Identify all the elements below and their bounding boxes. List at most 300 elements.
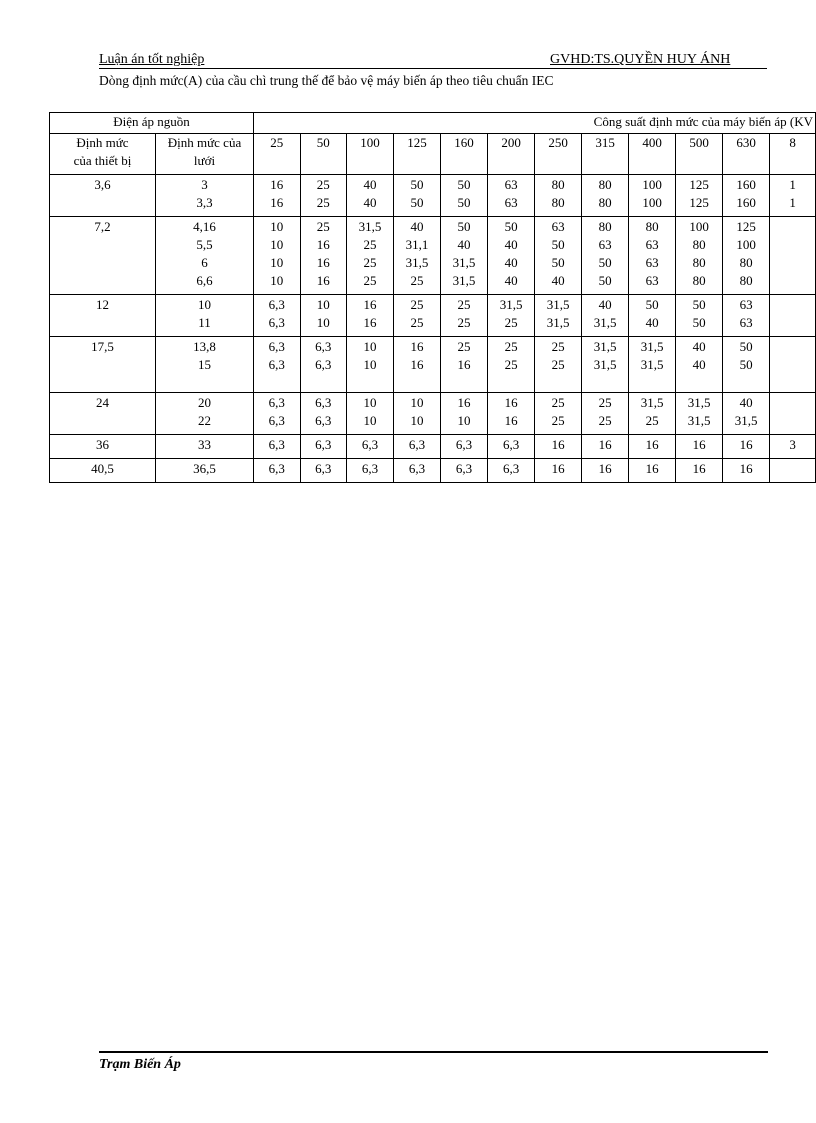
fuse-current-value: 50	[457, 195, 471, 210]
fuse-current-value: 6,3	[268, 437, 285, 452]
fuse-current-cell	[394, 217, 441, 295]
fuse-current-value: 6,3	[455, 461, 473, 476]
fuse-current-value: 31,5	[405, 255, 429, 270]
fuse-current-value: 31,5	[687, 395, 711, 410]
device-rating-cell: 3,6	[50, 175, 156, 217]
fuse-current-cell	[676, 435, 723, 459]
power-header-7: 315	[582, 134, 629, 175]
fuse-current-cell	[488, 337, 535, 393]
power-header-5: 200	[488, 134, 535, 175]
fuse-current-value: 25	[316, 177, 330, 192]
fuse-current-cell	[582, 337, 629, 393]
fuse-current-value: 31,5	[640, 357, 664, 372]
grid-rating-cell	[155, 217, 253, 295]
grid-rating-cell	[155, 175, 253, 217]
fuse-current-value: 6,3	[268, 461, 285, 476]
fuse-current-cell	[723, 459, 770, 483]
fuse-current-cell	[394, 393, 441, 435]
fuse-current-value: 31,5	[640, 339, 664, 354]
fuse-current-value: 40	[551, 273, 565, 288]
fuse-current-value: 31,5	[499, 297, 523, 312]
fuse-current-value: 50	[551, 237, 565, 252]
col-header-grid-rating	[155, 134, 253, 175]
fuse-current-value: 16	[692, 437, 706, 452]
device-rating-cell: 7,2	[50, 217, 156, 295]
fuse-current-value: 31,5	[358, 219, 382, 234]
fuse-current-cell	[582, 295, 629, 337]
grid-rating-value: 3	[201, 177, 208, 192]
fuse-current-value	[770, 272, 815, 290]
fuse-current-value: 25	[504, 315, 518, 330]
fuse-current-value: 10	[363, 413, 377, 428]
fuse-current-value: 10	[270, 255, 284, 270]
fuse-current-value: 25	[457, 297, 471, 312]
fuse-current-value: 16	[645, 461, 659, 476]
col-header-device-line1: Định mức	[76, 135, 129, 150]
fuse-current-value: 6,3	[315, 413, 332, 428]
fuse-current-value: 25	[551, 395, 565, 410]
fuse-current-value: 50	[598, 255, 612, 270]
fuse-current-value: 100	[642, 177, 662, 192]
footer-rule	[99, 1051, 768, 1053]
fuse-current-cell	[535, 295, 582, 337]
power-header-11: 8	[770, 134, 816, 175]
fuse-current-cell	[629, 175, 676, 217]
power-header-4: 160	[441, 134, 488, 175]
fuse-current-cell	[629, 337, 676, 393]
fuse-current-value: 40	[645, 315, 659, 330]
fuse-current-value: 50	[410, 177, 424, 192]
fuse-current-value: 80	[598, 177, 612, 192]
fuse-current-cell	[394, 295, 441, 337]
fuse-current-cell	[629, 217, 676, 295]
fuse-current-cell	[394, 175, 441, 217]
fuse-current-cell	[582, 459, 629, 483]
table-column-header-row	[50, 134, 816, 175]
fuse-current-value: 40	[504, 273, 518, 288]
fuse-current-cell	[253, 393, 300, 435]
fuse-current-value: 10	[363, 395, 377, 410]
fuse-current-value: 25	[598, 413, 612, 428]
fuse-current-cell	[535, 459, 582, 483]
fuse-current-value: 125	[736, 219, 756, 234]
fuse-current-value: 3	[789, 437, 796, 452]
power-header-10: 630	[723, 134, 770, 175]
fuse-current-value: 6,3	[502, 461, 520, 476]
fuse-current-value: 16	[363, 315, 377, 330]
fuse-current-cell	[582, 175, 629, 217]
fuse-current-cell	[770, 337, 816, 393]
fuse-current-value: 16	[316, 237, 330, 252]
grid-rating-value: 13,8	[193, 339, 216, 354]
header-advisor-label: GVHD:TS.QUYỀN HUY ÁNH	[550, 52, 731, 67]
fuse-current-cell	[441, 337, 488, 393]
power-header-8: 400	[629, 134, 676, 175]
device-rating-cell: 36	[50, 435, 156, 459]
fuse-current-value: 100	[736, 237, 756, 252]
grid-rating-value: 6	[201, 255, 208, 270]
fuse-current-value: 63	[504, 195, 518, 210]
fuse-current-cell	[300, 435, 347, 459]
fuse-current-cell	[629, 295, 676, 337]
fuse-current-cell	[676, 217, 723, 295]
fuse-current-cell	[488, 175, 535, 217]
fuse-current-cell	[394, 435, 441, 459]
fuse-current-value: 1	[789, 177, 796, 192]
fuse-current-value: 40	[504, 237, 518, 252]
grid-rating-value: 20	[197, 395, 211, 410]
fuse-current-value: 50	[692, 297, 706, 312]
fuse-current-value: 25	[363, 237, 377, 252]
fuse-current-cell	[488, 393, 535, 435]
device-rating-cell: 40,5	[50, 459, 156, 483]
fuse-current-value: 16	[739, 437, 753, 452]
fuse-current-cell	[300, 175, 347, 217]
fuse-current-value: 40	[410, 219, 424, 234]
fuse-current-value: 80	[598, 219, 612, 234]
fuse-current-cell	[300, 459, 347, 483]
fuse-current-value: 25	[410, 315, 424, 330]
fuse-current-cell	[723, 393, 770, 435]
fuse-current-value: 16	[692, 461, 706, 476]
group-header-power: Công suất định mức của máy biến áp (KV	[253, 113, 815, 134]
fuse-current-cell	[770, 393, 816, 435]
fuse-current-value: 31,5	[734, 413, 758, 428]
fuse-current-cell	[253, 175, 300, 217]
fuse-current-value: 40	[363, 177, 377, 192]
fuse-current-value: 6,3	[315, 395, 332, 410]
fuse-current-cell	[488, 217, 535, 295]
fuse-current-value: 80	[645, 219, 659, 234]
voltage-group-row	[50, 175, 816, 217]
fuse-current-value: 63	[645, 255, 659, 270]
fuse-current-cell	[770, 459, 816, 483]
fuse-current-value: 63	[598, 237, 612, 252]
fuse-current-value: 6,3	[268, 339, 285, 354]
header-rule	[99, 68, 767, 69]
col-header-grid-line2: lưới	[193, 153, 216, 168]
device-rating-cell: 17,5	[50, 337, 156, 393]
fuse-current-value: 25	[504, 357, 518, 372]
fuse-current-value: 31,5	[687, 413, 711, 428]
fuse-current-value: 50	[692, 315, 706, 330]
fuse-current-value: 80	[551, 177, 565, 192]
fuse-current-value: 40	[598, 297, 612, 312]
fuse-current-cell	[441, 295, 488, 337]
fuse-current-value: 125	[689, 177, 709, 192]
voltage-group-row	[50, 295, 816, 337]
fuse-current-value: 40	[457, 237, 471, 252]
fuse-current-value: 16	[410, 339, 424, 354]
grid-rating-value: 11	[198, 315, 211, 330]
fuse-current-value	[770, 218, 815, 236]
fuse-current-cell	[535, 337, 582, 393]
fuse-current-value: 31,5	[593, 315, 617, 330]
fuse-current-value: 80	[598, 195, 612, 210]
fuse-current-value: 25	[457, 339, 471, 354]
grid-rating-value: 4,16	[193, 219, 216, 234]
fuse-current-value: 31,5	[546, 297, 570, 312]
fuse-current-cell	[488, 435, 535, 459]
fuse-current-value: 63	[739, 297, 753, 312]
fuse-current-value: 10	[316, 297, 330, 312]
grid-rating-value: 36,5	[193, 461, 216, 476]
fuse-current-value: 50	[410, 195, 424, 210]
fuse-current-value	[770, 412, 815, 430]
fuse-current-value: 16	[410, 357, 424, 372]
col-header-grid-line1: Định mức của	[167, 135, 242, 150]
fuse-current-value: 50	[457, 177, 471, 192]
fuse-current-value	[770, 254, 815, 272]
fuse-current-value: 10	[270, 273, 284, 288]
fuse-current-value: 40	[504, 255, 518, 270]
fuse-current-value: 6,3	[408, 437, 426, 452]
fuse-current-value: 50	[645, 297, 659, 312]
grid-rating-value: 10	[197, 297, 211, 312]
grid-rating-value: 33	[197, 437, 211, 452]
fuse-current-cell	[535, 175, 582, 217]
fuse-current-value: 63	[645, 273, 659, 288]
fuse-current-value: 16	[457, 357, 471, 372]
fuse-current-cell	[629, 393, 676, 435]
power-header-9: 500	[676, 134, 723, 175]
fuse-current-value	[770, 356, 815, 374]
grid-rating-value: 6,6	[196, 273, 213, 288]
voltage-group-row	[50, 217, 816, 295]
fuse-current-value: 16	[598, 461, 612, 476]
fuse-current-value: 25	[363, 255, 377, 270]
fuse-current-value: 31,5	[640, 395, 664, 410]
fuse-current-value: 31,5	[593, 357, 617, 372]
fuse-current-value: 160	[736, 195, 756, 210]
fuse-current-cell	[347, 459, 394, 483]
fuse-current-value: 100	[642, 195, 662, 210]
fuse-current-value: 6,3	[315, 339, 332, 354]
fuse-current-value: 63	[504, 177, 518, 192]
fuse-current-value: 25	[551, 413, 565, 428]
fuse-current-value: 25	[410, 273, 424, 288]
fuse-current-value	[770, 296, 815, 314]
fuse-current-value: 16	[645, 437, 659, 452]
fuse-current-cell	[582, 393, 629, 435]
fuse-current-cell	[770, 435, 816, 459]
fuse-current-cell	[723, 295, 770, 337]
table-caption: Dòng định mức(A) của cầu chì trung thế để bảo vệ máy biến áp theo tiêu chuẩn IEC	[99, 73, 554, 88]
grid-rating-value: 3,3	[196, 195, 213, 210]
fuse-current-value: 80	[692, 237, 706, 252]
fuse-current-value: 50	[739, 357, 753, 372]
fuse-current-value: 125	[689, 195, 709, 210]
fuse-current-cell	[723, 337, 770, 393]
fuse-current-value: 31,5	[593, 339, 617, 354]
fuse-current-value: 63	[645, 237, 659, 252]
device-rating-cell: 24	[50, 393, 156, 435]
fuse-current-value: 25	[551, 339, 565, 354]
fuse-current-value: 16	[270, 177, 284, 192]
fuse-current-value: 16	[739, 461, 753, 476]
fuse-current-cell	[629, 459, 676, 483]
fuse-current-cell	[300, 393, 347, 435]
fuse-current-value: 6,3	[268, 395, 285, 410]
power-header-0: 25	[253, 134, 300, 175]
fuse-current-value: 10	[270, 219, 284, 234]
power-header-3: 125	[394, 134, 441, 175]
fuse-current-value: 40	[692, 357, 706, 372]
fuse-current-value: 31,5	[452, 273, 476, 288]
fuse-current-value: 6,3	[268, 357, 285, 372]
fuse-current-value: 10	[363, 339, 377, 354]
footer-label: Trạm Biến Áp	[99, 1057, 181, 1072]
fuse-current-value: 80	[739, 273, 753, 288]
col-header-device-line2: của thiết bị	[73, 153, 132, 168]
fuse-current-cell	[441, 175, 488, 217]
table-group-header-row	[50, 113, 816, 134]
fuse-current-cell	[723, 217, 770, 295]
fuse-current-value: 63	[739, 315, 753, 330]
fuse-current-value: 100	[689, 219, 709, 234]
fuse-current-cell	[253, 435, 300, 459]
fuse-current-value: 25	[645, 413, 659, 428]
fuse-current-value	[770, 338, 815, 356]
fuse-current-cell	[723, 175, 770, 217]
fuse-current-cell	[676, 175, 723, 217]
voltage-group-row	[50, 393, 816, 435]
fuse-current-cell	[770, 295, 816, 337]
fuse-current-value: 50	[598, 273, 612, 288]
fuse-current-value: 16	[316, 273, 330, 288]
fuse-current-value: 40	[692, 339, 706, 354]
fuse-current-cell	[347, 217, 394, 295]
fuse-current-cell	[676, 295, 723, 337]
power-header-1: 50	[300, 134, 347, 175]
fuse-current-cell	[535, 435, 582, 459]
fuse-current-value: 6,3	[315, 461, 332, 476]
fuse-current-value: 6,3	[268, 297, 285, 312]
grid-rating-value: 22	[197, 413, 211, 428]
fuse-current-value: 10	[410, 395, 424, 410]
fuse-current-value: 6,3	[315, 437, 332, 452]
fuse-current-value: 50	[739, 339, 753, 354]
fuse-current-cell	[394, 459, 441, 483]
fuse-current-value: 6,3	[455, 437, 473, 452]
fuse-current-cell	[535, 217, 582, 295]
fuse-rating-table	[49, 112, 816, 483]
grid-rating-cell	[155, 295, 253, 337]
fuse-current-cell	[347, 337, 394, 393]
fuse-current-value: 10	[270, 237, 284, 252]
power-header-2: 100	[347, 134, 394, 175]
fuse-current-value: 16	[551, 437, 565, 452]
fuse-current-cell	[253, 459, 300, 483]
power-header-6: 250	[535, 134, 582, 175]
fuse-current-value: 10	[316, 315, 330, 330]
fuse-current-value: 50	[551, 255, 565, 270]
fuse-current-value: 6,3	[315, 357, 332, 372]
fuse-current-cell	[770, 175, 816, 217]
fuse-current-value: 16	[598, 437, 612, 452]
fuse-current-value: 25	[410, 297, 424, 312]
fuse-current-value	[770, 394, 815, 412]
fuse-current-value: 25	[316, 195, 330, 210]
fuse-current-value: 16	[457, 395, 471, 410]
fuse-current-cell	[723, 435, 770, 459]
voltage-group-row	[50, 337, 816, 393]
fuse-current-value: 16	[551, 461, 565, 476]
fuse-current-cell	[441, 435, 488, 459]
fuse-current-value: 63	[551, 219, 565, 234]
fuse-current-value	[770, 460, 815, 478]
fuse-current-cell	[629, 435, 676, 459]
fuse-current-cell	[347, 393, 394, 435]
fuse-current-value: 80	[739, 255, 753, 270]
fuse-current-value: 40	[739, 395, 753, 410]
fuse-current-value: 16	[504, 413, 518, 428]
fuse-current-value: 80	[551, 195, 565, 210]
fuse-current-cell	[676, 393, 723, 435]
group-header-voltage: Điện áp nguồn	[50, 113, 254, 134]
fuse-current-value: 25	[598, 395, 612, 410]
fuse-current-value: 50	[504, 219, 518, 234]
fuse-current-cell	[347, 435, 394, 459]
fuse-current-value: 6,3	[502, 437, 520, 452]
fuse-current-value: 10	[363, 357, 377, 372]
fuse-current-value: 1	[789, 195, 796, 210]
fuse-current-value: 31,5	[546, 315, 570, 330]
col-header-device-rating	[50, 134, 156, 175]
fuse-current-value: 80	[692, 255, 706, 270]
fuse-current-value: 6,3	[268, 413, 285, 428]
fuse-current-value: 160	[736, 177, 756, 192]
fuse-current-cell	[300, 295, 347, 337]
fuse-current-cell	[394, 337, 441, 393]
fuse-current-value: 25	[316, 219, 330, 234]
fuse-current-cell	[441, 393, 488, 435]
fuse-current-value: 16	[270, 195, 284, 210]
grid-rating-cell	[155, 393, 253, 435]
fuse-current-value: 31,1	[405, 237, 429, 252]
device-rating-cell: 12	[50, 295, 156, 337]
fuse-current-cell	[535, 393, 582, 435]
fuse-current-value: 25	[504, 339, 518, 354]
fuse-current-cell	[441, 459, 488, 483]
fuse-current-value: 25	[551, 357, 565, 372]
fuse-current-cell	[253, 217, 300, 295]
fuse-current-value: 50	[457, 219, 471, 234]
fuse-current-cell	[770, 217, 816, 295]
fuse-current-cell	[488, 295, 535, 337]
fuse-current-value: 6,3	[361, 461, 379, 476]
fuse-current-value	[770, 314, 815, 332]
fuse-current-value: 6,3	[361, 437, 379, 452]
fuse-current-cell	[441, 217, 488, 295]
fuse-current-cell	[253, 337, 300, 393]
grid-rating-value: 5,5	[196, 237, 213, 252]
fuse-current-cell	[347, 175, 394, 217]
fuse-current-cell	[253, 295, 300, 337]
fuse-current-cell	[300, 217, 347, 295]
fuse-current-cell	[676, 337, 723, 393]
fuse-current-cell	[347, 295, 394, 337]
fuse-current-value: 80	[692, 273, 706, 288]
header-thesis-label: Luận án tốt nghiệp	[99, 52, 205, 67]
fuse-current-value: 6,3	[408, 461, 426, 476]
fuse-current-cell	[582, 435, 629, 459]
fuse-current-value: 16	[504, 395, 518, 410]
fuse-current-value	[770, 236, 815, 254]
grid-rating-value: 15	[197, 357, 211, 372]
grid-rating-cell	[155, 435, 253, 459]
fuse-current-value: 25	[363, 273, 377, 288]
